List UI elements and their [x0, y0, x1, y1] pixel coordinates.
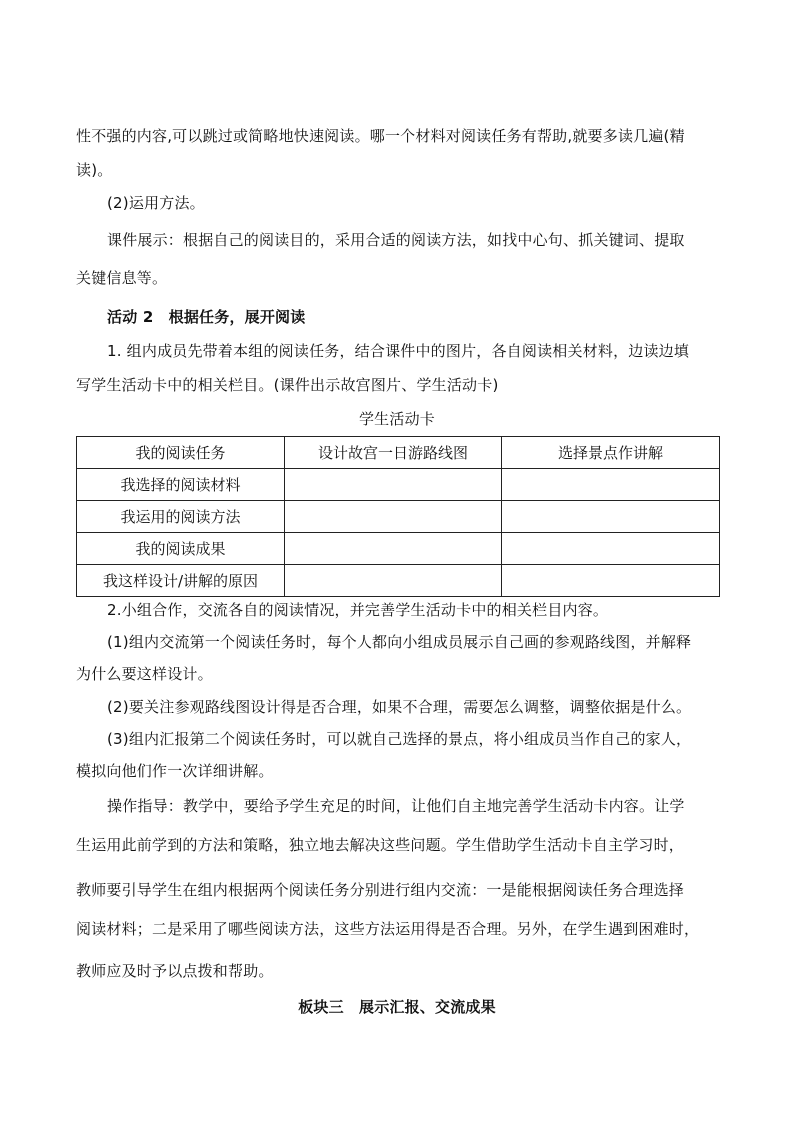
- paragraph-line: 模拟向他们作一次详细讲解。: [76, 762, 274, 780]
- paragraph-line: 关键信息等。: [76, 269, 168, 287]
- table-row-label: 我选择的阅读材料: [77, 469, 285, 501]
- paragraph-line: 生运用此前学到的方法和策略，独立地去解决这些问题。学生借助学生活动卡自主学习时，: [76, 836, 685, 854]
- table-row-label: 我运用的阅读方法: [77, 501, 285, 533]
- paragraph-line: 2.小组合作，交流各自的阅读情况，并完善学生活动卡中的相关栏目内容。: [107, 601, 609, 619]
- table-cell: [502, 533, 720, 565]
- paragraph-line: (3)组内汇报第二个阅读任务时，可以就自己选择的景点，将小组成员当作自己的家人，: [107, 730, 692, 748]
- paragraph-line: (1)组内交流第一个阅读任务时，每个人都向小组成员展示自己画的参观路线图，并解释: [107, 633, 692, 651]
- table-header-cell: 我的阅读任务: [77, 437, 285, 469]
- table-header-cell: 选择景点作讲解: [502, 437, 720, 469]
- paragraph-line: 操作指导：教学中，要给予学生充足的时间，让他们自主地完善学生活动卡内容。让学: [107, 797, 685, 815]
- table-row-label: 我这样设计/讲解的原因: [77, 565, 285, 597]
- paragraph-line: 教师要引导学生在组内根据两个阅读任务分别进行组内交流：一是能根据阅读任务合理选择: [76, 881, 685, 899]
- paragraph-line: 阅读材料；二是采用了哪些阅读方法，这些方法运用得是否合理。另外，在学生遇到困难时，: [76, 920, 700, 938]
- paragraph-line: 读)。: [76, 161, 113, 179]
- table-cell: [285, 533, 502, 565]
- table-header-cell: 设计故宫一日游路线图: [285, 437, 502, 469]
- section-heading: 板块三 展示汇报、交流成果: [298, 998, 496, 1016]
- table-row: [77, 533, 720, 565]
- activity-heading: 活动 2 根据任务，展开阅读: [107, 308, 306, 326]
- table-cell: [285, 565, 502, 597]
- paragraph-line: (2)要关注参观路线图设计得是否合理，如果不合理，需要怎么调整，调整依据是什么。: [107, 698, 692, 716]
- table-row-label: 我的阅读成果: [77, 533, 285, 565]
- table-cell: [285, 469, 502, 501]
- paragraph-line: 教师应及时予以点拨和帮助。: [76, 962, 274, 980]
- paragraph-line: 为什么要这样设计。: [76, 665, 213, 683]
- table-row: [77, 501, 720, 533]
- table-cell: [502, 501, 720, 533]
- table-row: [77, 469, 720, 501]
- paragraph-line: 写学生活动卡中的相关栏目。(课件出示故宫图片、学生活动卡): [76, 376, 499, 394]
- table-cell: [285, 501, 502, 533]
- table-caption: 学生活动卡: [358, 410, 435, 428]
- student-activity-card-table: [76, 436, 720, 597]
- paragraph-line: (2)运用方法。: [107, 194, 205, 212]
- paragraph-line: 1. 组内成员先带着本组的阅读任务，结合课件中的图片，各自阅读相关材料，边读边填: [107, 342, 690, 360]
- table-row: [77, 565, 720, 597]
- paragraph-line: 性不强的内容,可以跳过或简略地快速阅读。哪一个材料对阅读任务有帮助,就要多读几遍(精: [76, 127, 685, 145]
- table-header-row: [77, 437, 720, 469]
- table-cell: [502, 565, 720, 597]
- paragraph-line: 课件展示：根据自己的阅读目的，采用合适的阅读方法，如找中心句、抓关键词、提取: [107, 231, 685, 249]
- table-cell: [502, 469, 720, 501]
